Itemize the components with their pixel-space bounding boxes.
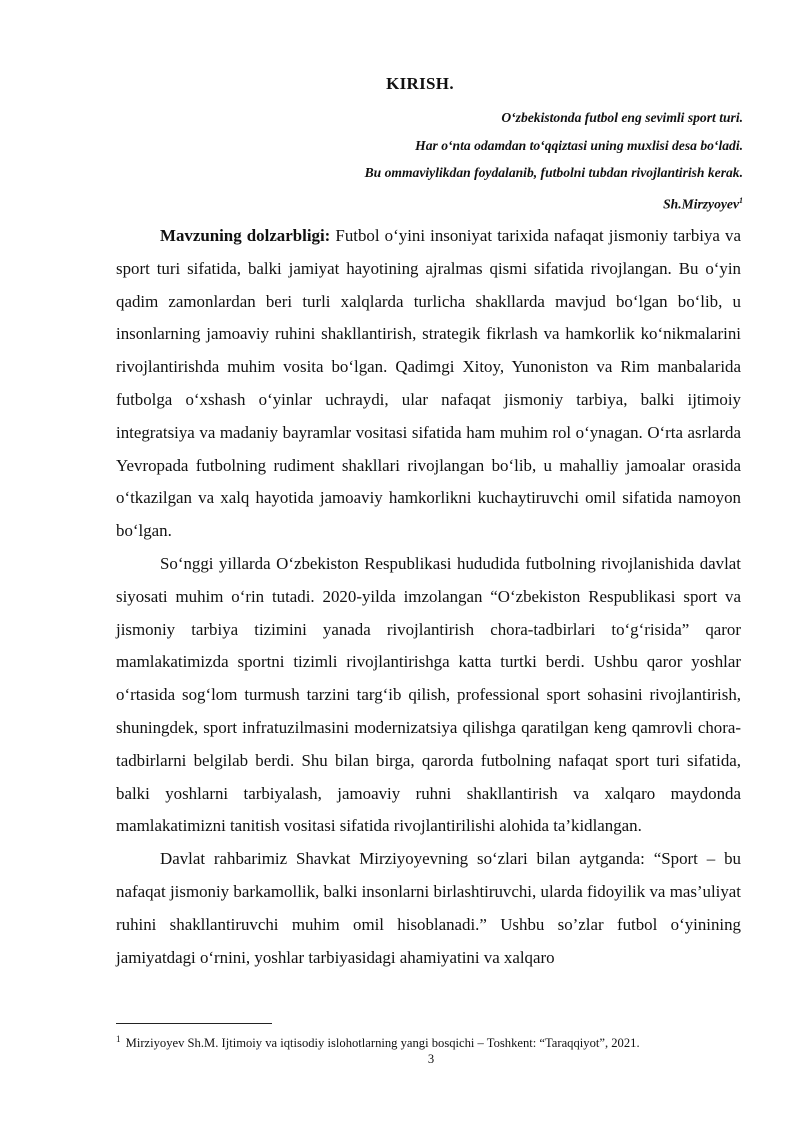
epigraph [183, 104, 743, 218]
footnote-mark: 1 [116, 1034, 121, 1044]
epigraph-line: Har o‘nta odamdan to‘qqiztasi uning muxlisi desa bo‘ladi. [415, 137, 743, 153]
footnote-divider [116, 1023, 272, 1024]
epigraph-line: O‘zbekistonda futbol eng sevimli sport turi. [501, 110, 743, 125]
paragraph-text: Futbol o‘yini insoniyat tarixida nafaqat jismoniy tarbiya va sport turi sifatida, balki jamiyat hayotining ajralmas qismi sifatida rivojlangan. Bu o‘yin qadim zamonlardan beri turli xalqlarda turlicha shakllarda mavjud bo‘lgan bo‘lib, u insonlarning jamoaviy ruhini shakllantirish, strategik fikrlash va hamkorlik ko‘nikmalarini rivojlantirishda muhim vosita bo‘lgan. Qadimgi Xitoy, Yunoniston va Rim manbalarida futbolga o‘xshash o‘yinlar uchraydi, ular nafaqat jismoniy tarbiya, balki ijtimoiy integratsiya va madaniy bayramlar vositasi sifatida ham muhim rol o‘ynagan. O‘rta asrlarda Yevropada futbolning rudiment shakllari rivojlangan bo‘lib, u mahalliy jamoalar orasida o‘tkazilgan va xalq hayotida jamoaviy hamkorlikni kuchaytiruvchi omil sifatida namoyon bo‘lgan. [116, 226, 741, 541]
footnote [116, 1031, 756, 1051]
page-title: KIRISH. [386, 74, 454, 93]
paragraph-relevance [116, 220, 741, 548]
epigraph-line: Bu ommaviylikdan foydalanib, futbolni tubdan rivojlantirish kerak. [364, 165, 743, 180]
epigraph-author-name: Sh.Mirzyoyev [663, 196, 739, 212]
epigraph-author [183, 187, 743, 218]
paragraph-state-policy: So‘nggi yillarda O‘zbekiston Respublikasi hududida futbolning rivojlanishida davlat siyosati muhim o‘rin tutadi. 2020-yilda imzolangan “O‘zbekiston Respublikasi sport va jismoniy tarbiya tizimini yanada rivojlantirish chora-tadbirlari to‘g‘risida” qaror mamlakatimizda sportni tizimli rivojlantirishga katta turtki berdi. Ushbu qaror yoshlar o‘rtasida sog‘lom turmush tarzini targ‘ib qilish, professional sport sohasini rivojlantirish, shuningdek, sport infratuzilmasini modernizatsiya qilishga qaratilgan keng qamrovli chora-tadbirlarni belgilab berdi. Shu bilan birga, qarorda futbolning nafaqat sport turi sifatida, balki yoshlarni tarbiyalash, jamoaviy ruhni shakllantirish va xalqaro maydonda mamlakatimizni tanitish vositasi sifatida rivojlantirilishi alohida ta’kidlangan. [116, 553, 741, 836]
body-text [116, 220, 741, 974]
footnote-text: Mirziyoyev Sh.M. Ijtimoiy va iqtisodiy islohotlarning yangi bosqichi – Toshkent: “Taraqqiyot”, 2021. [122, 1036, 640, 1051]
footnote-reference-mark: 1 [739, 195, 743, 205]
paragraph-president-quote: Davlat rahbarimiz Shavkat Mirziyoyevning so‘zlari bilan aytganda: “Sport – bu nafaqat jismoniy barkamollik, balki insonlarni birlashtiruvchi, ularda fidoyilik va mas’uliyat ruhini shakllantiruvchi muhim omil hisoblanadi.” Ushbu so’zlar futbol o‘yinining jamiyatdagi o‘rnini, yoshlar tarbiyasidagi ahamiyatini va xalqaro [116, 849, 741, 967]
page-number: 3 [427, 1052, 435, 1066]
paragraph-lead: Mavzuning dolzarbligi: [160, 226, 331, 245]
